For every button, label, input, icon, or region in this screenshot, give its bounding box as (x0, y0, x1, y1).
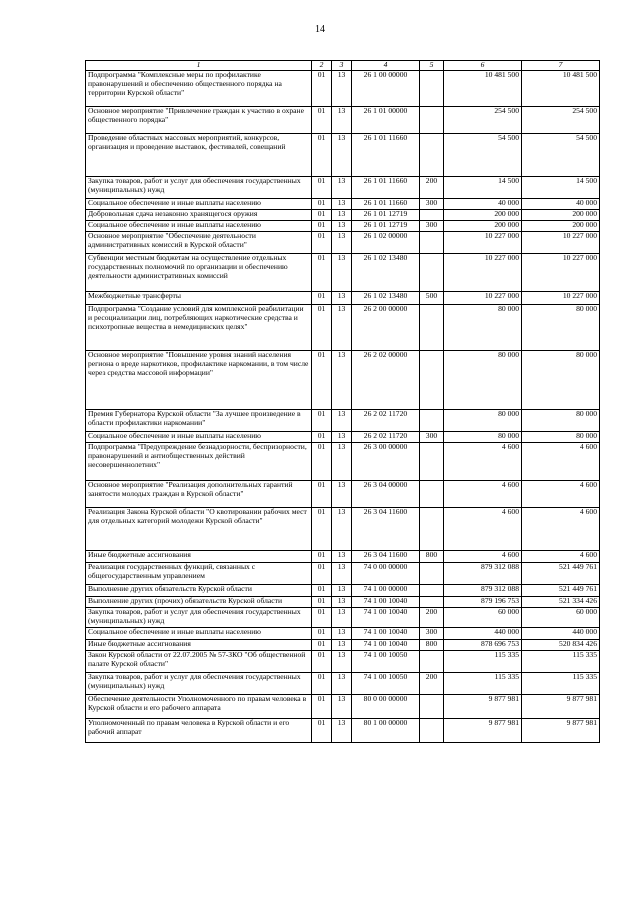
expense-type-cell (420, 563, 444, 585)
amount-cell: 80 000 (444, 351, 522, 410)
section-cell: 01 (312, 134, 332, 177)
row-name-cell: Социальное обеспечение и иные выплаты населению (86, 432, 312, 443)
target-article-cell: 26 1 01 11660 (352, 134, 420, 177)
section-cell: 01 (312, 443, 332, 481)
table-row (86, 221, 600, 232)
expense-type-cell (420, 232, 444, 254)
table-row (86, 199, 600, 210)
row-name-cell: Реализация государственных функций, связанных с общегосударственным управлением (86, 563, 312, 585)
target-article-cell: 26 3 04 00000 (352, 481, 420, 508)
target-article-cell: 80 1 00 00000 (352, 719, 420, 743)
amount-cell: 40 000 (444, 199, 522, 210)
section-cell: 01 (312, 210, 332, 221)
table-row (86, 305, 600, 351)
target-article-cell: 26 1 01 12719 (352, 221, 420, 232)
subsection-cell: 13 (332, 210, 352, 221)
amount-cell: 40 000 (522, 199, 600, 210)
section-cell: 01 (312, 410, 332, 432)
section-cell: 01 (312, 628, 332, 640)
subsection-cell: 13 (332, 563, 352, 585)
table-row (86, 292, 600, 305)
expense-type-cell: 200 (420, 673, 444, 695)
expense-type-cell (420, 305, 444, 351)
section-cell: 01 (312, 551, 332, 563)
row-name-cell: Проведение областных массовых мероприятий, конкурсов, организация и проведение выставок, фестивалей, совещаний (86, 134, 312, 177)
row-name-cell: Подпрограмма "Предупреждение безнадзорности, беспризорности, правонарушений и антиобщественных действий несовершеннолетних" (86, 443, 312, 481)
section-cell: 01 (312, 177, 332, 199)
target-article-cell: 26 2 00 00000 (352, 305, 420, 351)
column-header: 1 (86, 61, 312, 71)
column-header: 3 (332, 61, 352, 71)
expense-type-cell (420, 481, 444, 508)
subsection-cell: 13 (332, 597, 352, 608)
target-article-cell: 74 1 00 00000 (352, 585, 420, 597)
amount-cell: 879 196 753 (444, 597, 522, 608)
section-cell: 01 (312, 481, 332, 508)
amount-cell: 54 500 (522, 134, 600, 177)
table-row (86, 719, 600, 743)
table-row (86, 640, 600, 651)
table-row (86, 351, 600, 410)
table-row (86, 651, 600, 673)
table-row (86, 481, 600, 508)
amount-cell: 14 500 (444, 177, 522, 199)
section-cell: 01 (312, 640, 332, 651)
amount-cell: 80 000 (522, 351, 600, 410)
amount-cell: 878 696 753 (444, 640, 522, 651)
expense-type-cell: 200 (420, 608, 444, 628)
subsection-cell: 13 (332, 410, 352, 432)
table-row (86, 563, 600, 585)
subsection-cell: 13 (332, 232, 352, 254)
table-row (86, 432, 600, 443)
row-name-cell: Выполнение других обязательств Курской области (86, 585, 312, 597)
row-name-cell: Основное мероприятие "Реализация дополнительных гарантий занятости молодых граждан в Курской области" (86, 481, 312, 508)
row-name-cell: Субвенции местным бюджетам на осуществление отдельных государственных полномочий по организации и обеспечению деятельности административных комиссий (86, 254, 312, 292)
amount-cell: 10 481 500 (522, 71, 600, 107)
subsection-cell: 13 (332, 351, 352, 410)
amount-cell: 54 500 (444, 134, 522, 177)
row-name-cell: Социальное обеспечение и иные выплаты населению (86, 221, 312, 232)
subsection-cell: 13 (332, 695, 352, 719)
amount-cell: 115 335 (444, 673, 522, 695)
subsection-cell: 13 (332, 71, 352, 107)
target-article-cell: 26 1 02 13480 (352, 292, 420, 305)
row-name-cell: Межбюджетные трансферты (86, 292, 312, 305)
column-header: 4 (352, 61, 420, 71)
amount-cell: 10 227 000 (444, 292, 522, 305)
section-cell: 01 (312, 508, 332, 551)
table-header-row (86, 61, 600, 71)
amount-cell: 80 000 (522, 432, 600, 443)
target-article-cell: 74 1 00 10040 (352, 597, 420, 608)
target-article-cell: 26 1 01 11660 (352, 199, 420, 210)
amount-cell: 4 600 (522, 508, 600, 551)
expense-type-cell: 500 (420, 292, 444, 305)
section-cell: 01 (312, 673, 332, 695)
amount-cell: 254 500 (444, 107, 522, 134)
amount-cell: 115 335 (522, 651, 600, 673)
target-article-cell: 26 3 04 11600 (352, 551, 420, 563)
expense-type-cell (420, 651, 444, 673)
budget-table (85, 60, 600, 743)
subsection-cell: 13 (332, 651, 352, 673)
expense-type-cell: 300 (420, 432, 444, 443)
subsection-cell: 13 (332, 177, 352, 199)
row-name-cell: Премия Губернатора Курской области "За лучшее произведение в области профилактики наркомании" (86, 410, 312, 432)
section-cell: 01 (312, 254, 332, 292)
target-article-cell: 26 3 04 11600 (352, 508, 420, 551)
amount-cell: 200 000 (444, 221, 522, 232)
row-name-cell: Социальное обеспечение и иные выплаты населению (86, 628, 312, 640)
row-name-cell: Обеспечение деятельности Уполномоченного по правам человека в Курской области и его рабочего аппарата (86, 695, 312, 719)
table-row (86, 551, 600, 563)
amount-cell: 60 000 (444, 608, 522, 628)
row-name-cell: Иные бюджетные ассигнования (86, 640, 312, 651)
amount-cell: 10 481 500 (444, 71, 522, 107)
expense-type-cell (420, 254, 444, 292)
row-name-cell: Иные бюджетные ассигнования (86, 551, 312, 563)
section-cell: 01 (312, 695, 332, 719)
target-article-cell: 26 1 01 12719 (352, 210, 420, 221)
amount-cell: 521 334 426 (522, 597, 600, 608)
section-cell: 01 (312, 351, 332, 410)
subsection-cell: 13 (332, 221, 352, 232)
amount-cell: 9 877 981 (444, 719, 522, 743)
subsection-cell: 13 (332, 628, 352, 640)
expense-type-cell (420, 695, 444, 719)
amount-cell: 10 227 000 (444, 232, 522, 254)
table-row (86, 628, 600, 640)
table-row (86, 232, 600, 254)
subsection-cell: 13 (332, 292, 352, 305)
amount-cell: 9 877 981 (444, 695, 522, 719)
row-name-cell: Добровольная сдача незаконно хранящегося оружия (86, 210, 312, 221)
amount-cell: 440 000 (522, 628, 600, 640)
target-article-cell: 26 1 00 00000 (352, 71, 420, 107)
target-article-cell: 26 2 02 11720 (352, 410, 420, 432)
expense-type-cell (420, 351, 444, 410)
table-row (86, 107, 600, 134)
target-article-cell: 74 1 00 10040 (352, 628, 420, 640)
subsection-cell: 13 (332, 254, 352, 292)
amount-cell: 521 449 761 (522, 563, 600, 585)
table-row (86, 508, 600, 551)
target-article-cell: 26 3 00 00000 (352, 443, 420, 481)
table-row (86, 410, 600, 432)
section-cell: 01 (312, 221, 332, 232)
subsection-cell: 13 (332, 199, 352, 210)
table-row (86, 608, 600, 628)
subsection-cell: 13 (332, 443, 352, 481)
target-article-cell: 80 0 00 00000 (352, 695, 420, 719)
section-cell: 01 (312, 563, 332, 585)
subsection-cell: 13 (332, 585, 352, 597)
expense-type-cell: 800 (420, 551, 444, 563)
subsection-cell: 13 (332, 305, 352, 351)
expense-type-cell: 200 (420, 177, 444, 199)
row-name-cell: Закупка товаров, работ и услуг для обеспечения государственных (муниципальных) нужд (86, 673, 312, 695)
target-article-cell: 26 1 02 13480 (352, 254, 420, 292)
amount-cell: 4 600 (444, 508, 522, 551)
subsection-cell: 13 (332, 107, 352, 134)
page-number: 14 (315, 24, 325, 35)
amount-cell: 10 227 000 (522, 254, 600, 292)
section-cell: 01 (312, 608, 332, 628)
amount-cell: 521 449 761 (522, 585, 600, 597)
column-header: 7 (522, 61, 600, 71)
amount-cell: 14 500 (522, 177, 600, 199)
subsection-cell: 13 (332, 134, 352, 177)
amount-cell: 200 000 (522, 210, 600, 221)
expense-type-cell (420, 585, 444, 597)
section-cell: 01 (312, 585, 332, 597)
section-cell: 01 (312, 232, 332, 254)
row-name-cell: Подпрограмма "Создание условий для комплексной реабилитации и ресоциализации лиц, потребляющих наркотические средства и психотропные вещества в немедицинских целях" (86, 305, 312, 351)
row-name-cell: Выполнение других (прочих) обязательств Курской области (86, 597, 312, 608)
section-cell: 01 (312, 651, 332, 673)
target-article-cell: 26 1 02 00000 (352, 232, 420, 254)
expense-type-cell: 300 (420, 628, 444, 640)
subsection-cell: 13 (332, 481, 352, 508)
target-article-cell: 74 1 00 10040 (352, 640, 420, 651)
amount-cell: 520 834 426 (522, 640, 600, 651)
amount-cell: 80 000 (444, 410, 522, 432)
subsection-cell: 13 (332, 640, 352, 651)
table-row (86, 443, 600, 481)
amount-cell: 200 000 (444, 210, 522, 221)
amount-cell: 4 600 (522, 551, 600, 563)
amount-cell: 4 600 (522, 481, 600, 508)
amount-cell: 879 312 088 (444, 585, 522, 597)
target-article-cell: 74 1 00 10050 (352, 673, 420, 695)
target-article-cell: 26 1 01 00000 (352, 107, 420, 134)
table-row (86, 597, 600, 608)
subsection-cell: 13 (332, 608, 352, 628)
amount-cell: 4 600 (444, 443, 522, 481)
table-row (86, 673, 600, 695)
row-name-cell: Основное мероприятие "Привлечение граждан к участию в охране общественного порядка" (86, 107, 312, 134)
amount-cell: 80 000 (522, 410, 600, 432)
column-header: 5 (420, 61, 444, 71)
expense-type-cell (420, 71, 444, 107)
table-row (86, 134, 600, 177)
expense-type-cell (420, 410, 444, 432)
section-cell: 01 (312, 597, 332, 608)
expense-type-cell (420, 210, 444, 221)
table-row (86, 695, 600, 719)
section-cell: 01 (312, 305, 332, 351)
row-name-cell: Социальное обеспечение и иные выплаты населению (86, 199, 312, 210)
table-row (86, 585, 600, 597)
amount-cell: 10 227 000 (522, 232, 600, 254)
expense-type-cell (420, 134, 444, 177)
target-article-cell: 74 0 00 00000 (352, 563, 420, 585)
amount-cell: 4 600 (444, 551, 522, 563)
amount-cell: 115 335 (522, 673, 600, 695)
expense-type-cell (420, 508, 444, 551)
row-name-cell: Закупка товаров, работ и услуг для обеспечения государственных (муниципальных) нужд (86, 177, 312, 199)
amount-cell: 60 000 (522, 608, 600, 628)
expense-type-cell: 300 (420, 199, 444, 210)
amount-cell: 80 000 (522, 305, 600, 351)
expense-type-cell (420, 443, 444, 481)
target-article-cell: 26 2 02 11720 (352, 432, 420, 443)
section-cell: 01 (312, 71, 332, 107)
section-cell: 01 (312, 107, 332, 134)
target-article-cell: 26 1 01 11660 (352, 177, 420, 199)
table-row (86, 254, 600, 292)
amount-cell: 10 227 000 (522, 292, 600, 305)
row-name-cell: Основное мероприятие "Обеспечение деятельности административных комиссий в Курской области" (86, 232, 312, 254)
amount-cell: 200 000 (522, 221, 600, 232)
amount-cell: 4 600 (444, 481, 522, 508)
subsection-cell: 13 (332, 719, 352, 743)
amount-cell: 80 000 (444, 432, 522, 443)
amount-cell: 9 877 981 (522, 695, 600, 719)
subsection-cell: 13 (332, 551, 352, 563)
amount-cell: 80 000 (444, 305, 522, 351)
amount-cell: 254 500 (522, 107, 600, 134)
table-row (86, 71, 600, 107)
expense-type-cell: 300 (420, 221, 444, 232)
subsection-cell: 13 (332, 432, 352, 443)
subsection-cell: 13 (332, 673, 352, 695)
expense-type-cell: 800 (420, 640, 444, 651)
row-name-cell: Закупка товаров, работ и услуг для обеспечения государственных (муниципальных) нужд (86, 608, 312, 628)
subsection-cell: 13 (332, 508, 352, 551)
column-header: 2 (312, 61, 332, 71)
row-name-cell: Реализация Закона Курской области "О квотировании рабочих мест для отдельных категорий молодежи Курской области" (86, 508, 312, 551)
row-name-cell: Подпрограмма "Комплексные меры по профилактике правонарушений и обеспечению общественного порядка на территории Курской области" (86, 71, 312, 107)
amount-cell: 440 000 (444, 628, 522, 640)
amount-cell: 9 877 981 (522, 719, 600, 743)
table-row (86, 210, 600, 221)
amount-cell: 4 600 (522, 443, 600, 481)
expense-type-cell (420, 719, 444, 743)
amount-cell: 879 312 088 (444, 563, 522, 585)
target-article-cell: 74 1 00 10040 (352, 608, 420, 628)
section-cell: 01 (312, 199, 332, 210)
expense-type-cell (420, 107, 444, 134)
row-name-cell: Основное мероприятие "Повышение уровня знаний населения региона о вреде наркотиков, профилактике наркомании, в том числе через средства массовой информации" (86, 351, 312, 410)
amount-cell: 10 227 000 (444, 254, 522, 292)
target-article-cell: 74 1 00 10050 (352, 651, 420, 673)
expense-type-cell (420, 597, 444, 608)
row-name-cell: Уполномоченный по правам человека в Курской области и его рабочий аппарат (86, 719, 312, 743)
column-header: 6 (444, 61, 522, 71)
section-cell: 01 (312, 292, 332, 305)
row-name-cell: Закон Курской области от 22.07.2005 № 57-ЗКО "Об общественной палате Курской области" (86, 651, 312, 673)
table-row (86, 177, 600, 199)
amount-cell: 115 335 (444, 651, 522, 673)
section-cell: 01 (312, 432, 332, 443)
section-cell: 01 (312, 719, 332, 743)
target-article-cell: 26 2 02 00000 (352, 351, 420, 410)
